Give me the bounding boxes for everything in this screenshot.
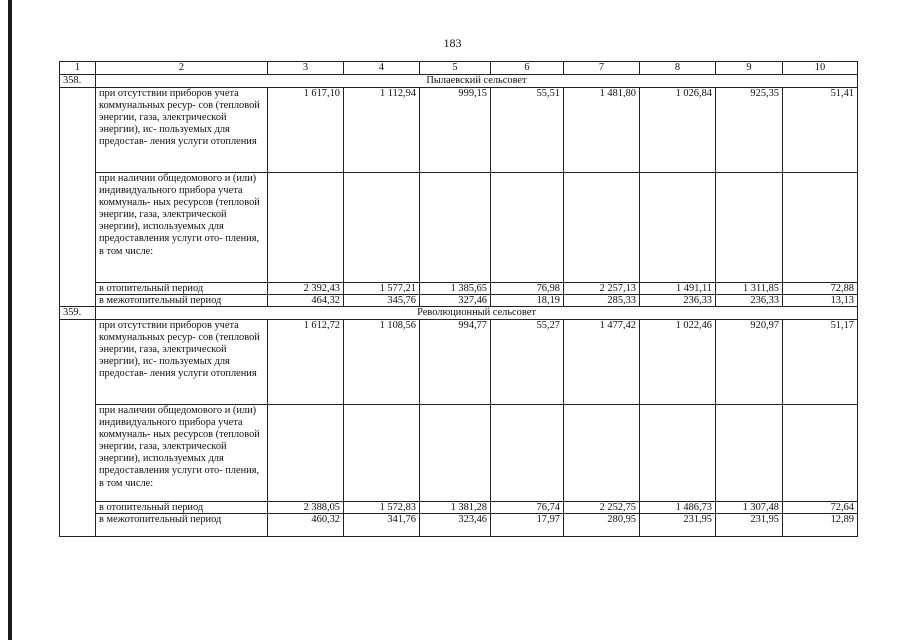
value-cell: 55,51 bbox=[491, 88, 564, 173]
value-cell: 323,46 bbox=[420, 514, 491, 537]
value-cell: 994,77 bbox=[420, 320, 491, 405]
column-header: 8 bbox=[640, 62, 716, 75]
value-cell: 55,27 bbox=[491, 320, 564, 405]
value-cell bbox=[783, 405, 858, 502]
value-cell bbox=[716, 173, 783, 283]
value-cell bbox=[783, 173, 858, 283]
value-cell bbox=[268, 173, 344, 283]
value-cell: 1 617,10 bbox=[268, 88, 344, 173]
value-cell: 1 112,94 bbox=[344, 88, 420, 173]
value-cell: 2 392,43 bbox=[268, 283, 344, 295]
section-header-row bbox=[60, 75, 858, 88]
value-cell: 2 252,75 bbox=[564, 502, 640, 514]
column-header: 10 bbox=[783, 62, 858, 75]
table-row bbox=[60, 320, 858, 405]
column-header: 1 bbox=[60, 62, 96, 75]
value-cell: 1 491,11 bbox=[640, 283, 716, 295]
section-number: 359. bbox=[60, 307, 96, 320]
column-header: 6 bbox=[491, 62, 564, 75]
value-cell: 345,76 bbox=[344, 295, 420, 307]
value-cell: 1 381,28 bbox=[420, 502, 491, 514]
table-row bbox=[60, 405, 858, 502]
row-description: при отсутствии приборов учета коммунальных ресур- сов (тепловой энергии, газа, электрической энергии), ис- пользуемых для предостав- ления услуги отопления bbox=[96, 320, 268, 405]
value-cell: 1 481,80 bbox=[564, 88, 640, 173]
value-cell: 2 257,13 bbox=[564, 283, 640, 295]
value-cell: 1 108,56 bbox=[344, 320, 420, 405]
value-cell bbox=[420, 173, 491, 283]
value-cell bbox=[491, 173, 564, 283]
value-cell bbox=[640, 173, 716, 283]
value-cell bbox=[564, 173, 640, 283]
table-row bbox=[60, 88, 858, 173]
value-cell: 72,88 bbox=[783, 283, 858, 295]
tariff-table bbox=[59, 61, 858, 537]
row-description: в межотопительный период bbox=[96, 295, 268, 307]
value-cell bbox=[420, 405, 491, 502]
section-title: Революционный сельсовет bbox=[96, 307, 858, 320]
value-cell: 464,32 bbox=[268, 295, 344, 307]
section-number-cell bbox=[60, 88, 96, 307]
column-header: 2 bbox=[96, 62, 268, 75]
value-cell bbox=[564, 405, 640, 502]
value-cell: 327,46 bbox=[420, 295, 491, 307]
value-cell: 1 577,21 bbox=[344, 283, 420, 295]
section-number: 358. bbox=[60, 75, 96, 88]
value-cell: 72,64 bbox=[783, 502, 858, 514]
table-row bbox=[60, 173, 858, 283]
row-description: при наличии общедомового и (или) индивидуального прибора учета коммуналь- ных ресурсов (тепловой энергии, газа, электрической энергии), используемых для предоставления услуги ото- пления, в том числе: bbox=[96, 173, 268, 283]
value-cell: 236,33 bbox=[640, 295, 716, 307]
row-description: при отсутствии приборов учета коммунальных ресур- сов (тепловой энергии, газа, электрической энергии), ис- пользуемых для предостав- ления услуги отопления bbox=[96, 88, 268, 173]
page-number: 183 bbox=[443, 36, 462, 50]
value-cell: 285,33 bbox=[564, 295, 640, 307]
value-cell: 231,95 bbox=[640, 514, 716, 537]
value-cell: 18,19 bbox=[491, 295, 564, 307]
value-cell bbox=[640, 405, 716, 502]
value-cell: 280,95 bbox=[564, 514, 640, 537]
column-header-row bbox=[60, 62, 858, 75]
value-cell bbox=[268, 405, 344, 502]
value-cell bbox=[344, 405, 420, 502]
row-description: в межотопительный период bbox=[96, 514, 268, 537]
value-cell bbox=[716, 405, 783, 502]
value-cell: 1 612,72 bbox=[268, 320, 344, 405]
section-title: Пылаевский сельсовет bbox=[96, 75, 858, 88]
value-cell: 1 307,48 bbox=[716, 502, 783, 514]
value-cell: 236,33 bbox=[716, 295, 783, 307]
section-header-row bbox=[60, 307, 858, 320]
value-cell: 2 388,05 bbox=[268, 502, 344, 514]
table-row bbox=[60, 514, 858, 537]
value-cell bbox=[491, 405, 564, 502]
column-header: 3 bbox=[268, 62, 344, 75]
value-cell: 1 385,65 bbox=[420, 283, 491, 295]
value-cell: 341,76 bbox=[344, 514, 420, 537]
row-description: при наличии общедомового и (или) индивидуального прибора учета коммуналь- ных ресурсов (тепловой энергии, газа, электрической энергии), используемых для предоставления услуги ото- пления, в том числе: bbox=[96, 405, 268, 502]
table-row bbox=[60, 283, 858, 295]
value-cell: 13,13 bbox=[783, 295, 858, 307]
value-cell: 17,97 bbox=[491, 514, 564, 537]
table-row bbox=[60, 502, 858, 514]
binding-edge bbox=[8, 0, 12, 640]
value-cell: 1 311,85 bbox=[716, 283, 783, 295]
value-cell: 76,74 bbox=[491, 502, 564, 514]
column-header: 4 bbox=[344, 62, 420, 75]
value-cell: 999,15 bbox=[420, 88, 491, 173]
row-description: в отопительный период bbox=[96, 283, 268, 295]
column-header: 9 bbox=[716, 62, 783, 75]
section-number-cell bbox=[60, 320, 96, 537]
value-cell: 460,32 bbox=[268, 514, 344, 537]
value-cell: 231,95 bbox=[716, 514, 783, 537]
value-cell: 51,41 bbox=[783, 88, 858, 173]
value-cell: 76,98 bbox=[491, 283, 564, 295]
value-cell: 1 026,84 bbox=[640, 88, 716, 173]
column-header: 5 bbox=[420, 62, 491, 75]
table-row bbox=[60, 295, 858, 307]
value-cell: 1 022,46 bbox=[640, 320, 716, 405]
column-header: 7 bbox=[564, 62, 640, 75]
value-cell: 12,89 bbox=[783, 514, 858, 537]
value-cell: 1 572,83 bbox=[344, 502, 420, 514]
value-cell bbox=[344, 173, 420, 283]
value-cell: 1 477,42 bbox=[564, 320, 640, 405]
value-cell: 920,97 bbox=[716, 320, 783, 405]
value-cell: 1 486,73 bbox=[640, 502, 716, 514]
value-cell: 925,35 bbox=[716, 88, 783, 173]
value-cell: 51,17 bbox=[783, 320, 858, 405]
row-description: в отопительный период bbox=[96, 502, 268, 514]
